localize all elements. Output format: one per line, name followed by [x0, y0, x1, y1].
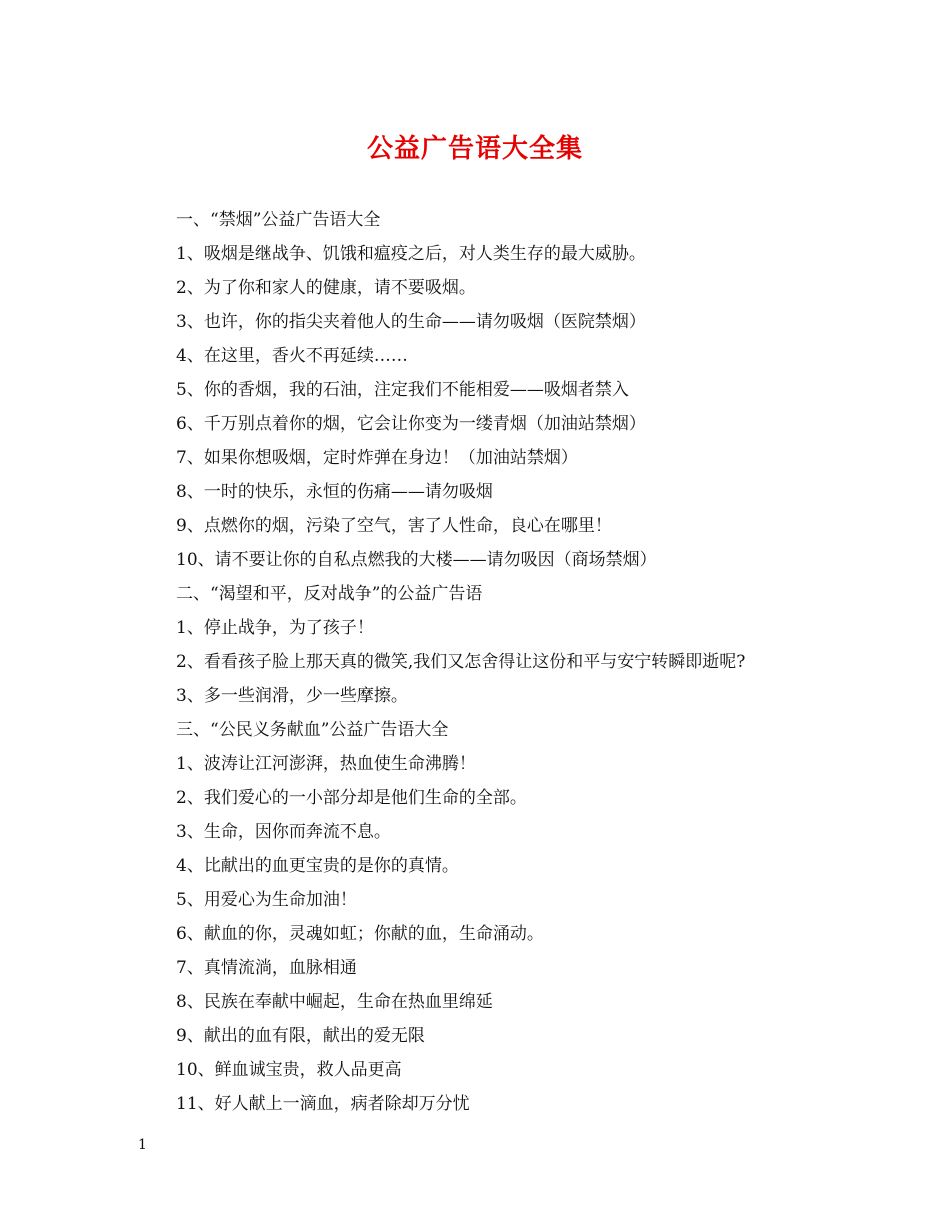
document-body — [176, 203, 876, 1121]
list-item: 10、鲜血诚宝贵，救人品更高 — [176, 1060, 402, 1080]
list-item: 5、用爱心为生命加油！ — [176, 890, 357, 910]
list-item: 3、也许，你的指尖夹着他人的生命——请勿吸烟（医院禁烟） — [176, 312, 646, 332]
list-item: 11、好人献上一滴血，病者除却万分忧 — [176, 1094, 470, 1114]
list-item: 5、你的香烟，我的石油，注定我们不能相爱——吸烟者禁入 — [176, 380, 629, 400]
list-item: 2、看看孩子脸上那天真的微笑,我们又怎舍得让这份和平与安宁转瞬即逝呢? — [176, 652, 746, 672]
list-item: 6、千万别点着你的烟，它会让你变为一缕青烟（加油站禁烟） — [176, 414, 646, 434]
list-item: 7、真情流淌，血脉相通 — [176, 958, 357, 978]
section-heading: 二、“渴望和平，反对战争”的公益广告语 — [176, 584, 483, 604]
page-number: 1 — [138, 1137, 147, 1153]
page-title: 公益广告语大全集 — [366, 134, 583, 164]
list-item: 9、点燃你的烟，污染了空气，害了人性命，良心在哪里！ — [176, 516, 612, 536]
list-item: 6、献血的你，灵魂如虹；你献的血，生命涌动。 — [176, 924, 544, 944]
list-item: 10、请不要让你的自私点燃我的大楼——请勿吸因（商场禁烟） — [176, 550, 657, 570]
section-heading: 三、“公民义务献血”公益广告语大全 — [176, 720, 449, 740]
list-item: 3、生命，因你而奔流不息。 — [176, 822, 391, 842]
list-item: 9、献出的血有限，献出的爱无限 — [176, 1026, 425, 1046]
list-item: 4、在这里，香火不再延续…… — [176, 346, 408, 366]
list-item: 2、为了你和家人的健康，请不要吸烟。 — [176, 278, 476, 298]
list-item: 1、波涛让江河澎湃，热血使生命沸腾！ — [176, 754, 476, 774]
list-item: 7、如果你想吸烟，定时炸弹在身边！（加油站禁烟） — [176, 448, 578, 468]
list-item: 8、民族在奉献中崛起，生命在热血里绵延 — [176, 992, 493, 1012]
list-item: 4、比献出的血更宝贵的是你的真情。 — [176, 856, 459, 876]
list-item: 3、多一些润滑，少一些摩擦。 — [176, 686, 408, 706]
list-item: 8、一时的快乐，永恒的伤痛——请勿吸烟 — [176, 482, 493, 502]
section-heading: 一、“禁烟”公益广告语大全 — [176, 210, 381, 230]
list-item: 2、我们爱心的一小部分却是他们生命的全部。 — [176, 788, 527, 808]
list-item: 1、吸烟是继战争、饥饿和瘟疫之后，对人类生存的最大威胁。 — [176, 244, 646, 264]
list-item: 1、停止战争，为了孩子！ — [176, 618, 374, 638]
